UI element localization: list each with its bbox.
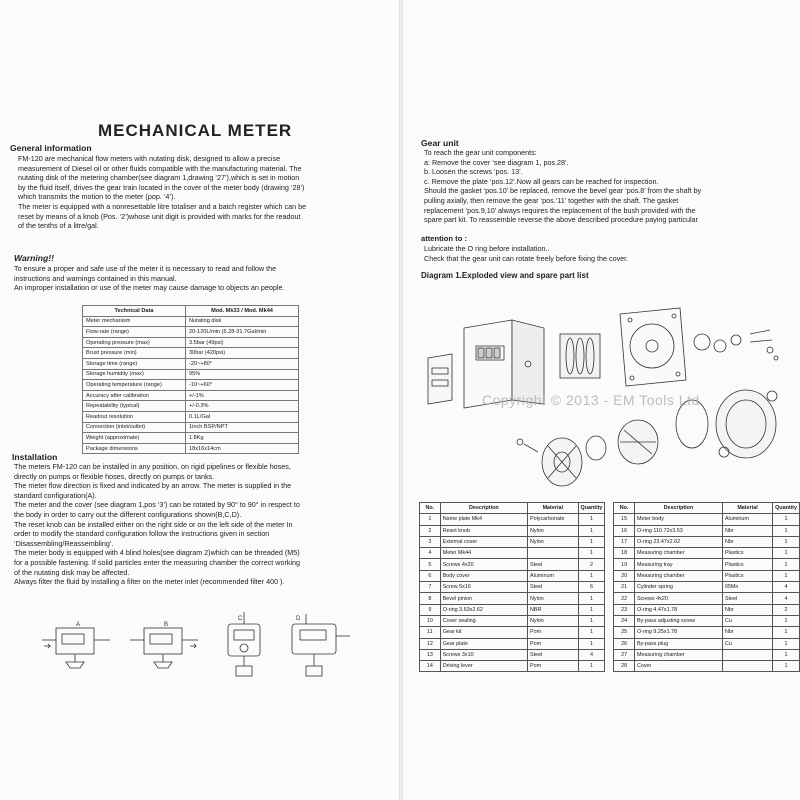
spare-parts-table [419,502,800,672]
parts-table-row [420,638,800,649]
general-information-line: The meter is equipped with a nonresettable litre totaliser and a batch register which can be [18,201,307,211]
tech-table-row [83,348,299,359]
gear-unit-line: a: Remove the cover ‘see diagram 1, pos.28’. [424,157,569,167]
parts-table-cell: By-pass plug [634,638,722,649]
tech-table-row [83,422,299,433]
exploded-view-diagram [420,284,790,494]
parts-table-cell: 2 [420,525,441,536]
tech-table-row [83,380,299,391]
parts-table-cell: 1 [578,536,605,547]
general-information-line: measurement of Diesel oil or other fluids compatible with the manufacturing material. The [18,163,302,173]
parts-table-cell: 1 [578,525,605,536]
parts-table-row [420,627,800,638]
tech-table-row [83,401,299,412]
parts-table-cell: 1 [773,525,800,536]
parts-table-cell: Nylon [527,525,578,536]
tech-table-cell: 30bar (420psi) [186,348,299,359]
parts-table-cell: Steel [722,593,772,604]
gear-kit [694,330,778,360]
parts-table-cell: 1 [578,627,605,638]
parts-table-cell: O-ring 110.72x3.53 [634,525,722,536]
parts-table-cell: Plastics [722,548,772,559]
parts-table-cell: Nylon [527,536,578,547]
parts-table-gap [605,649,614,660]
parts-table-gap [605,627,614,638]
installation-line: The meter body is equipped with 4 blind holes(see diagram 2)which can be threaded (M5) [14,548,300,558]
parts-table-cell: Meter Mk44 [440,548,527,559]
tech-table-cell: +/-1% [186,390,299,401]
body-cover-plate [620,308,686,386]
parts-table-cell: 12 [420,638,441,649]
parts-table-cell: 28 [614,661,635,672]
gear-unit-line: replacement ‘pos.9,10’ always requires the replacement of the bush provided with the [424,205,696,215]
parts-table-cell: 1 [773,514,800,525]
warning-line: An improper installation or use of the meter may cause damage to objects an people. [14,283,285,293]
parts-table-cell: 4 [420,548,441,559]
parts-table-cell: 1 [773,649,800,660]
parts-table-header: No. [420,503,441,514]
installation-configurations-diagram [36,610,386,690]
gear-unit-heading: Gear unit [421,138,459,148]
parts-table-row [420,548,800,559]
tech-table-cell: 95% [186,369,299,380]
config-c-drawing [228,612,260,676]
tech-table-cell: 1.8Kg [186,433,299,444]
attention-line: Lubricate the O ring before installation.. [424,244,550,253]
diagram-heading: Diagram 1.Exploded view and spare part list [421,271,589,280]
installation-line: The meters FM-120 can be installed in any position, on rigid pipelines or flexible hoses, [14,462,291,471]
tech-table-cell: Meter mechanism [83,316,186,327]
parts-table-cell: Name plate Mk4 [440,514,527,525]
parts-table-cell: Cover [634,661,722,672]
tech-table-cell: -20~+80° [186,358,299,369]
installation-line: Always filter the fluid by installing a filter on the meter inlet (recommended filter 400 ). [14,577,285,587]
parts-table-cell: Nbr [722,627,772,638]
warning-line: To ensure a proper and safe use of the meter it is necessary to read and follow the [14,264,277,273]
parts-table-cell: 26 [614,638,635,649]
general-information-line: nutating disk of the metering chamber(see diagram 1,drawing ‘27’),which is set in motion [18,173,300,183]
general-information-line: FM-120 are mechanical flow meters with nutating disk, designed to allow a precise [18,154,281,163]
tech-table-cell: Nutating disk [186,316,299,327]
parts-table-cell: 65Mn [722,582,772,593]
parts-table-cell: O-ring 23.47x2.62 [634,536,722,547]
parts-table-cell: Pom [527,627,578,638]
tech-table-cell: Storage humidity (max) [83,369,186,380]
parts-table-row [420,570,800,581]
parts-table-gap [605,593,614,604]
parts-table-cell: Cu [722,638,772,649]
parts-table-cell: 9 [420,604,441,615]
parts-table-header: Material [527,503,578,514]
tech-table-row [83,443,299,454]
tech-table-cell: +/-0.3% [186,401,299,412]
parts-table-cell: Nbr [722,536,772,547]
parts-table-cell: 4 [773,593,800,604]
parts-table-cell: External cover [440,536,527,547]
parts-table-cell: Screws 4x20 [440,559,527,570]
parts-table-gap [605,503,614,514]
parts-table-cell: 14 [420,661,441,672]
installation-line: The reset knob can be installed either on the right side or on the left side of the meter In [14,519,293,529]
parts-table-row [420,593,800,604]
general-information-text [18,154,306,231]
tech-table-cell: 1inch BSP/NPT [186,422,299,433]
gear-unit-line: b. Loosen the screws ‘pos. 13’. [424,167,523,177]
parts-table-cell: 13 [420,649,441,660]
parts-table-cell: Cover sealing [440,615,527,626]
tech-table-row [83,358,299,369]
counter-mechanism [560,334,600,378]
parts-table-row [420,661,800,672]
parts-table-cell: 27 [614,649,635,660]
installation-line: order to modify the standard configuration follow the instructions given in section [14,529,270,539]
parts-table-cell: Aluminum [527,570,578,581]
parts-table-gap [605,548,614,559]
config-label-c: C [238,616,243,622]
general-information-line: reset by means of a knob (Pos. ‘2’)whose unit digit is provided with marks for the readout [18,211,301,221]
parts-table-cell: Body cover [440,570,527,581]
general-information-heading: General information [10,143,92,153]
parts-table-cell: 21 [614,582,635,593]
parts-table-cell: Plastics [722,570,772,581]
parts-table-header: No. [614,503,635,514]
parts-table-gap [605,514,614,525]
parts-table-cell: 1 [773,548,800,559]
parts-table-cell: Gear kit [440,627,527,638]
tech-table-row [83,411,299,422]
installation-line: of the nutating disk may be affected. [14,567,130,577]
parts-table-cell: 1 [578,615,605,626]
tech-table-cell: Repeatability (typical) [83,401,186,412]
gear-unit-line: pulling axially, then remove the gear ‘pos.’11’ together with the shaft. The gasket [424,195,679,205]
tech-table-row [83,369,299,380]
general-information-line: by the fluid itself, drives the gear train located in the cover of the meter body (drawing ‘28’) [18,182,305,192]
parts-table-gap [605,661,614,672]
parts-table-cell: 1 [578,661,605,672]
gear-unit-line: c. Remove the plate ‘pos.12’.Now all gears can be reached for inspection. [424,176,659,186]
parts-table-cell: 20 [614,570,635,581]
installation-line: the body in order to carry out the different configurations shown(B,C,D). [14,509,242,519]
parts-table-cell: 1 [773,570,800,581]
parts-table-cell: Steel [527,559,578,570]
tech-table-header: Mod. Mk33 / Mod. Mk44 [186,306,299,317]
parts-table-cell: Measuring chamber [634,548,722,559]
parts-table-cell: 1 [773,627,800,638]
parts-table-cell: 1 [578,593,605,604]
tech-table-cell: 18x16x14cm [186,443,299,454]
parts-table-cell: Meter body [634,514,722,525]
parts-table-cell: 7 [420,582,441,593]
gear-unit-line: To reach the gear unit components: [424,148,537,157]
parts-table-cell: 8 [420,593,441,604]
parts-table-cell: O-ring 9.25x1.78 [634,627,722,638]
parts-table-cell: 1 [773,638,800,649]
parts-table-cell: 17 [614,536,635,547]
parts-table-cell: 18 [614,548,635,559]
general-information-line: which transmits the motion to the meter (pop. ‘4’). [18,192,176,202]
parts-table-cell: 5 [420,559,441,570]
parts-table-cell: 4 [773,582,800,593]
parts-table-cell: 6 [578,582,605,593]
parts-table-row [420,536,800,547]
parts-table-gap [605,536,614,547]
config-b-drawing [130,628,198,668]
parts-table-cell: 1 [578,570,605,581]
tech-table-cell: Accuracy after calibration [83,390,186,401]
parts-table-cell: Nylon [527,615,578,626]
parts-table-row [420,559,800,570]
config-label-a: A [76,622,81,628]
parts-table-cell: 4 [578,649,605,660]
warning-heading: Warning!! [14,253,54,263]
parts-table-cell: NBR [527,604,578,615]
parts-table-cell: Reset knob [440,525,527,536]
parts-table-header: Description [440,503,527,514]
attention-heading: attention to : [421,234,467,243]
parts-table-cell: 25 [614,627,635,638]
config-a-drawing [42,628,110,668]
installation-line: The meter flow direction is fixed and indicated by an arrow. The meter is supplied in the [14,481,292,491]
config-label-d: D [296,616,301,622]
parts-table-cell: Nbr [722,525,772,536]
parts-table-cell: Measuring chamber [634,570,722,581]
parts-table-cell: Steel [527,649,578,660]
parts-table-cell: 2 [773,604,800,615]
attention-text [424,244,628,263]
parts-table-cell: Plastics [722,559,772,570]
parts-table-row [420,514,800,525]
parts-table-row [420,525,800,536]
parts-table-cell: Aluminum [722,514,772,525]
parts-table-cell: 1 [578,514,605,525]
copyright-watermark: Copyright © 2013 - EM Tools Ltd [482,392,700,408]
tech-table-cell: Weight (approximate) [83,433,186,444]
technical-data-table [82,305,299,454]
parts-table-cell: 23 [614,604,635,615]
parts-table-cell: 2 [578,559,605,570]
parts-table-cell: 10 [420,615,441,626]
parts-table-cell: Measuring tray [634,559,722,570]
tech-table-cell: -10~+60° [186,380,299,391]
name-plate [428,354,452,404]
parts-table-header: Quantity [578,503,605,514]
parts-table-gap [605,638,614,649]
tech-table-cell: 0.1L/Gal [186,411,299,422]
parts-table-row [420,582,800,593]
measuring-chamber-parts [517,420,658,486]
gear-unit-line: Should the gasket ‘pos.10’ be replaced, remove the bevel gear ‘pos.8’ from the shaft by [424,186,702,196]
parts-table-cell: Gear plate [440,638,527,649]
parts-table-header: Quantity [773,503,800,514]
installation-line: for a possible fastening. If solid particles enter the measuring chamber the correct working [14,557,301,567]
parts-table-gap [605,582,614,593]
parts-table-cell: 1 [773,559,800,570]
parts-table-cell: 3 [420,536,441,547]
parts-table-cell: Screws 4x20 [634,593,722,604]
parts-table-cell: Polycarbonate [527,514,578,525]
parts-table-cell: 16 [614,525,635,536]
parts-table-cell: Pom [527,638,578,649]
parts-table-gap [605,559,614,570]
parts-table-cell: Nylon [527,593,578,604]
parts-table-cell: 15 [614,514,635,525]
general-information-line: of the tenths of a litre/gal. [18,221,99,231]
installation-heading: Installation [12,452,58,462]
parts-table-row [420,604,800,615]
parts-table-cell: 1 [773,615,800,626]
tech-table-cell: Storage time (range) [83,358,186,369]
tech-table-cell: 20-120L/min (5.28-31.7Gal/min [186,327,299,338]
attention-line: Check that the gear unit can rotate freely before fixing the cover. [424,253,629,263]
parts-table-cell [527,548,578,559]
warning-line: instructions and warnings contained in this manual. [14,273,177,283]
parts-table-cell: 1 [773,661,800,672]
tech-table-cell: Operating temperature (range) [83,380,186,391]
parts-table-cell: Cu [722,615,772,626]
parts-table-cell: O-ring 3.63x2.62 [440,604,527,615]
warning-text [14,264,284,293]
parts-table-cell: 6 [420,570,441,581]
meter-body-housing [716,390,777,458]
parts-table-cell: Measuring chamber [634,649,722,660]
parts-table-cell: 11 [420,627,441,638]
tech-table-cell: Brust pressure (min) [83,348,186,359]
parts-table-gap [605,570,614,581]
installation-line: standard configuration(A). [14,490,97,500]
parts-table-cell: Screws 3x10 [440,649,527,660]
installation-line: directly on pumps or flexible hoses, directly on pumps or tanks. [14,471,215,481]
tech-table-row [83,433,299,444]
tech-table-header: Technical Data [83,306,186,317]
tech-table-cell: Connection (inlet/outlet) [83,422,186,433]
parts-table-cell: 1 [773,536,800,547]
tech-table-cell: Readout resolution [83,411,186,422]
parts-table-cell: O-ring 4.47x1.78 [634,604,722,615]
gear-unit-line: spare part kit. To reassemble reverse the above described procedure paying particular [424,215,698,225]
parts-table-cell: 1 [420,514,441,525]
parts-table-row [420,649,800,660]
parts-table-cell: Nbr [722,604,772,615]
tech-table-row [83,316,299,327]
gear-unit-text [424,148,701,225]
tech-table-row [83,390,299,401]
config-label-b: B [164,622,169,628]
tech-table-row [83,327,299,338]
parts-table-gap [605,604,614,615]
tech-table-cell: Flow-rate (range) [83,327,186,338]
parts-table-gap [605,525,614,536]
parts-table-cell [722,649,772,660]
parts-table-cell: Cylinder spring [634,582,722,593]
parts-table-cell: 19 [614,559,635,570]
tech-table-cell: Package dimensions [83,443,186,454]
parts-table-cell: Steel [527,582,578,593]
parts-table-row [420,615,800,626]
config-d-drawing [292,614,350,676]
parts-table-cell: By-pass adjusting screw [634,615,722,626]
installation-text [14,462,300,587]
parts-table-cell: 22 [614,593,635,604]
tech-table-row [83,337,299,348]
parts-table-header: Material [722,503,772,514]
parts-table-cell: Pom [527,661,578,672]
installation-line: The meter and the cover (see diagram 1,pos ‘3’) can be rotated by 90° to 90° in respect to [14,500,300,510]
parts-table-cell: Driving lever [440,661,527,672]
installation-line: ‘Disassembling/Reassembling’. [14,538,114,548]
parts-table-cell: 1 [578,638,605,649]
parts-table-cell: 24 [614,615,635,626]
parts-table-gap [605,615,614,626]
parts-table-cell: Screw 5x16 [440,582,527,593]
tech-table-cell: 3.5bar (49psi) [186,337,299,348]
parts-table-cell: 1 [578,548,605,559]
parts-table-cell: Bevel pinion [440,593,527,604]
parts-table-cell: 1 [578,604,605,615]
tech-table-cell: Operating pressure (max) [83,337,186,348]
page-title: MECHANICAL METER [98,121,293,140]
parts-table-header: Description [634,503,722,514]
parts-table-cell [722,661,772,672]
book-spine [399,0,403,800]
